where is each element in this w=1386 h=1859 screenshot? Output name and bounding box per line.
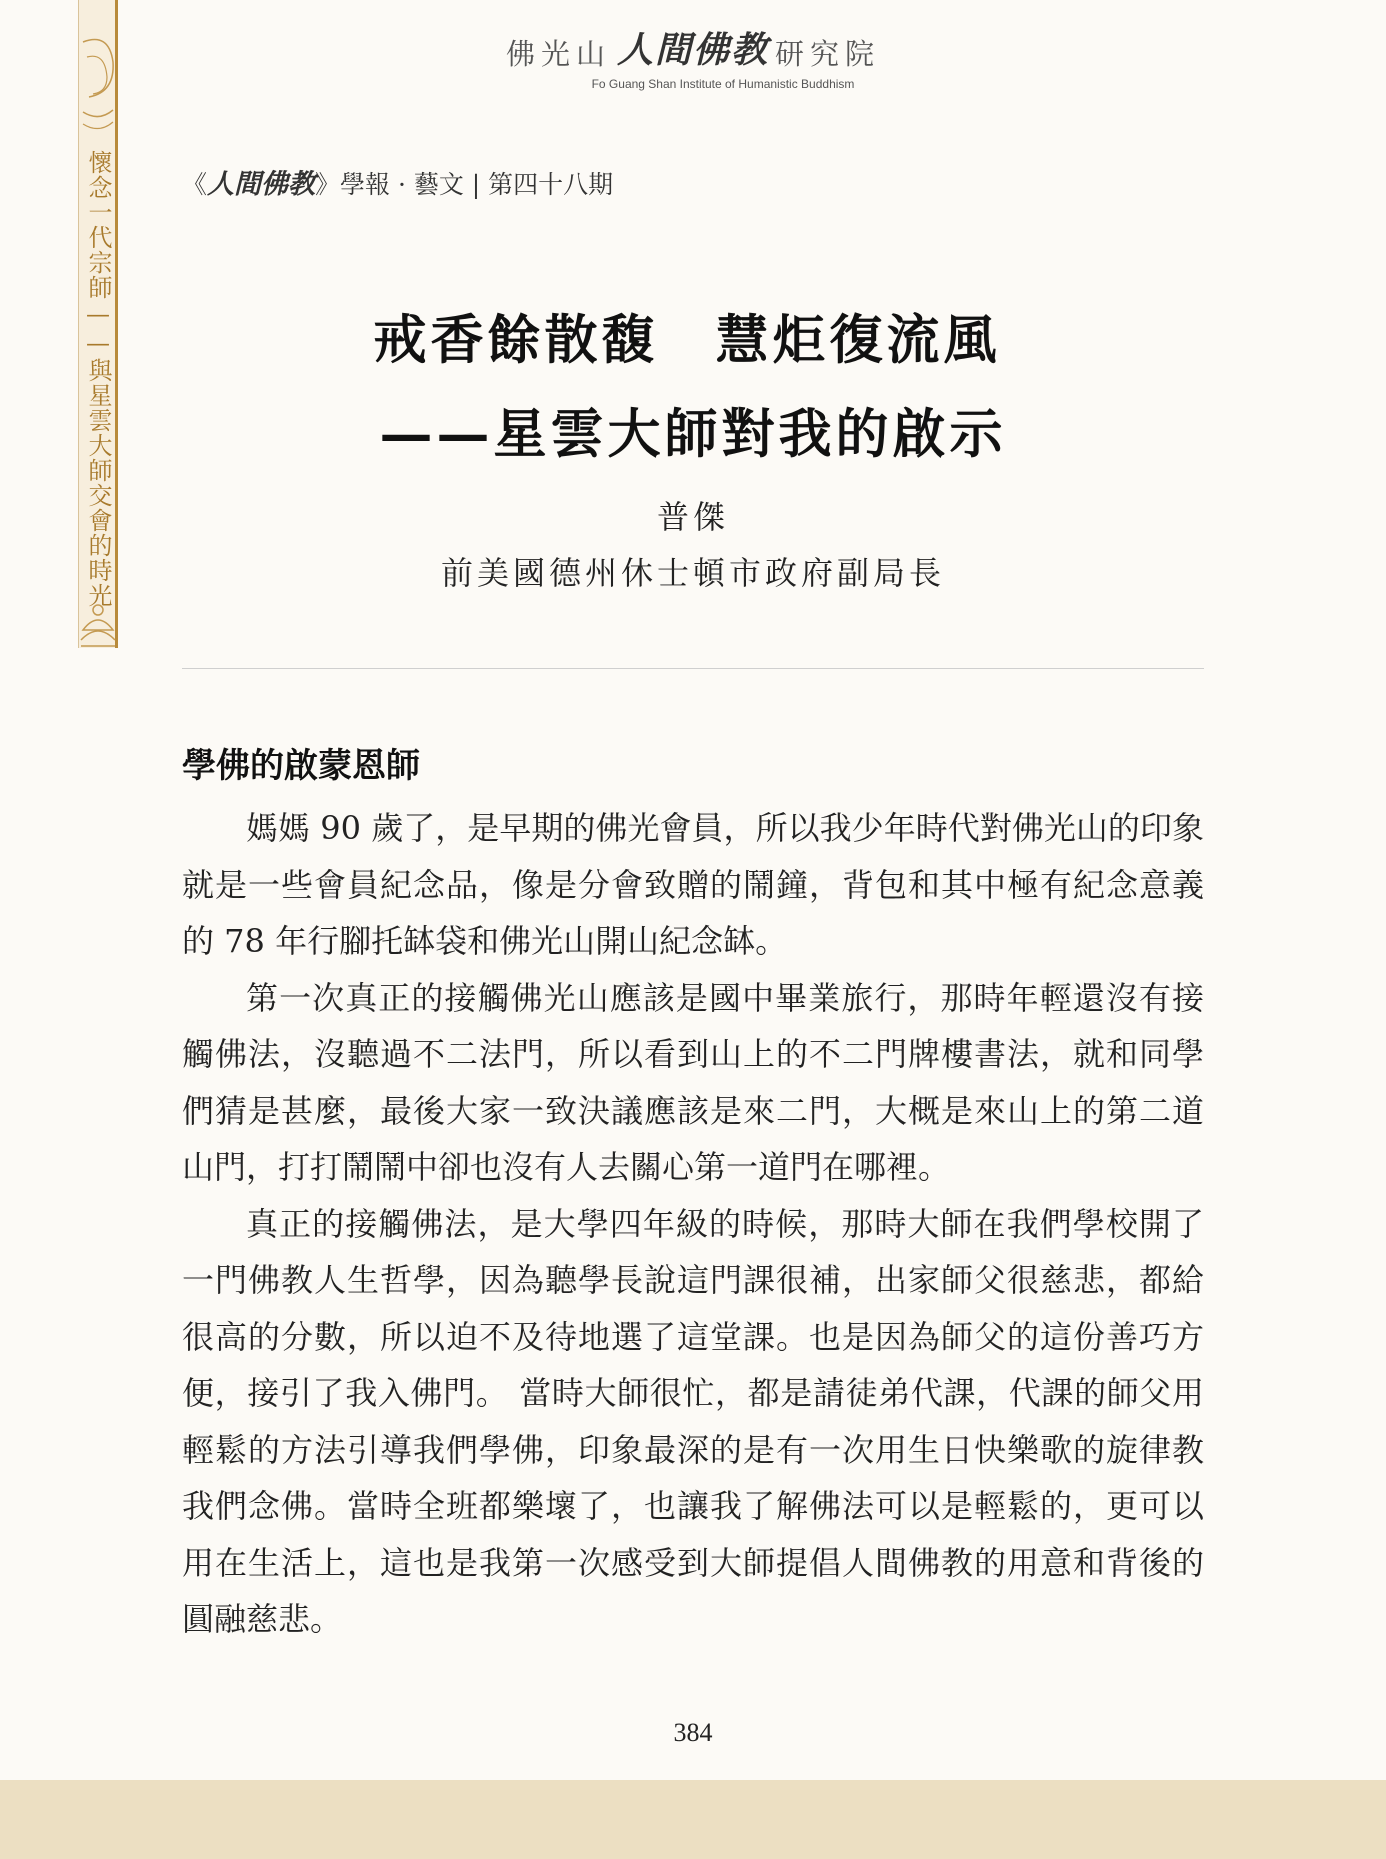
journal-brand: 人間佛教 <box>207 169 316 200</box>
sidebar-vertical-title: 懷念一代宗師——與星雲大師交會的時光 <box>84 150 112 608</box>
paragraph: 媽媽 90 歲了，是早期的佛光會員，所以我少年時代對佛光山的印象就是一些會員紀念品，像是分會致贈的鬧鐘，背包和其中極有紀念意義的 78 年行腳托缽袋和佛光山開山紀念缽。 <box>182 809 1204 960</box>
institute-logo <box>0 22 1386 73</box>
author-name: 普傑 <box>656 498 729 536</box>
article-title <box>0 298 1386 468</box>
header-divider <box>182 668 1204 669</box>
header-brand-calligraphy: 人間佛教 <box>616 29 769 71</box>
header-english-name: Fo Guang Shan Institute of Humanistic Buddhism <box>591 77 855 91</box>
author-affiliation: 前美國德州休士頓市政府副局長 <box>440 554 945 592</box>
section-heading: 學佛的啟蒙恩師 <box>182 746 420 786</box>
article-body <box>182 800 1204 1648</box>
header-right-text: 研究院 <box>775 37 881 71</box>
journal-open-bracket: 《 <box>182 170 208 199</box>
page-header <box>0 22 1386 91</box>
header-left-text: 佛光山 <box>505 37 611 71</box>
lotus-ornament-icon <box>79 600 117 648</box>
paragraph: 第一次真正的接觸佛光山應該是國中畢業旅行，那時年輕還沒有接觸佛法，沒聽過不二法門，所以看到山上的不二門牌樓書法，就和同學們猜是甚麼，最後大家一致決議應該是來二門，大概是來山上的第二道山門，打打鬧鬧中卻也沒有人去關心第一道門在哪裡。 <box>182 978 1204 1186</box>
title-line-2: ——星雲大師對我的啟示 <box>379 403 1007 465</box>
footer-band <box>0 1780 1386 1859</box>
journal-issue: 》學報 · 藝文 | 第四十八期 <box>315 170 614 199</box>
page-number: 384 <box>673 1718 713 1747</box>
title-line-1: 戒香餘散馥 慧炬復流風 <box>373 309 1001 371</box>
journal-info <box>182 162 613 201</box>
paragraph: 真正的接觸佛法，是大學四年級的時候，那時大師在我們學校開了一門佛教人生哲學，因為聽學長說這門課很補，出家師父很慈悲，都給很高的分數，所以迫不及待地選了這堂課。也是因為師父的這份善巧方便，接引了我入佛門。 當時大師很忙，都是請徒弟代課，代課的師父用輕鬆的方法引導我們學佛，印象最深的是有一次用生日快樂歌的旋律教我們念佛。當時全班都樂壞了，也讓我了解佛法可以是輕鬆的，更可以用在生活上，這也是我第一次感受到大師提倡人間佛教的用意和背後的圓融慈悲。 <box>182 1204 1204 1638</box>
